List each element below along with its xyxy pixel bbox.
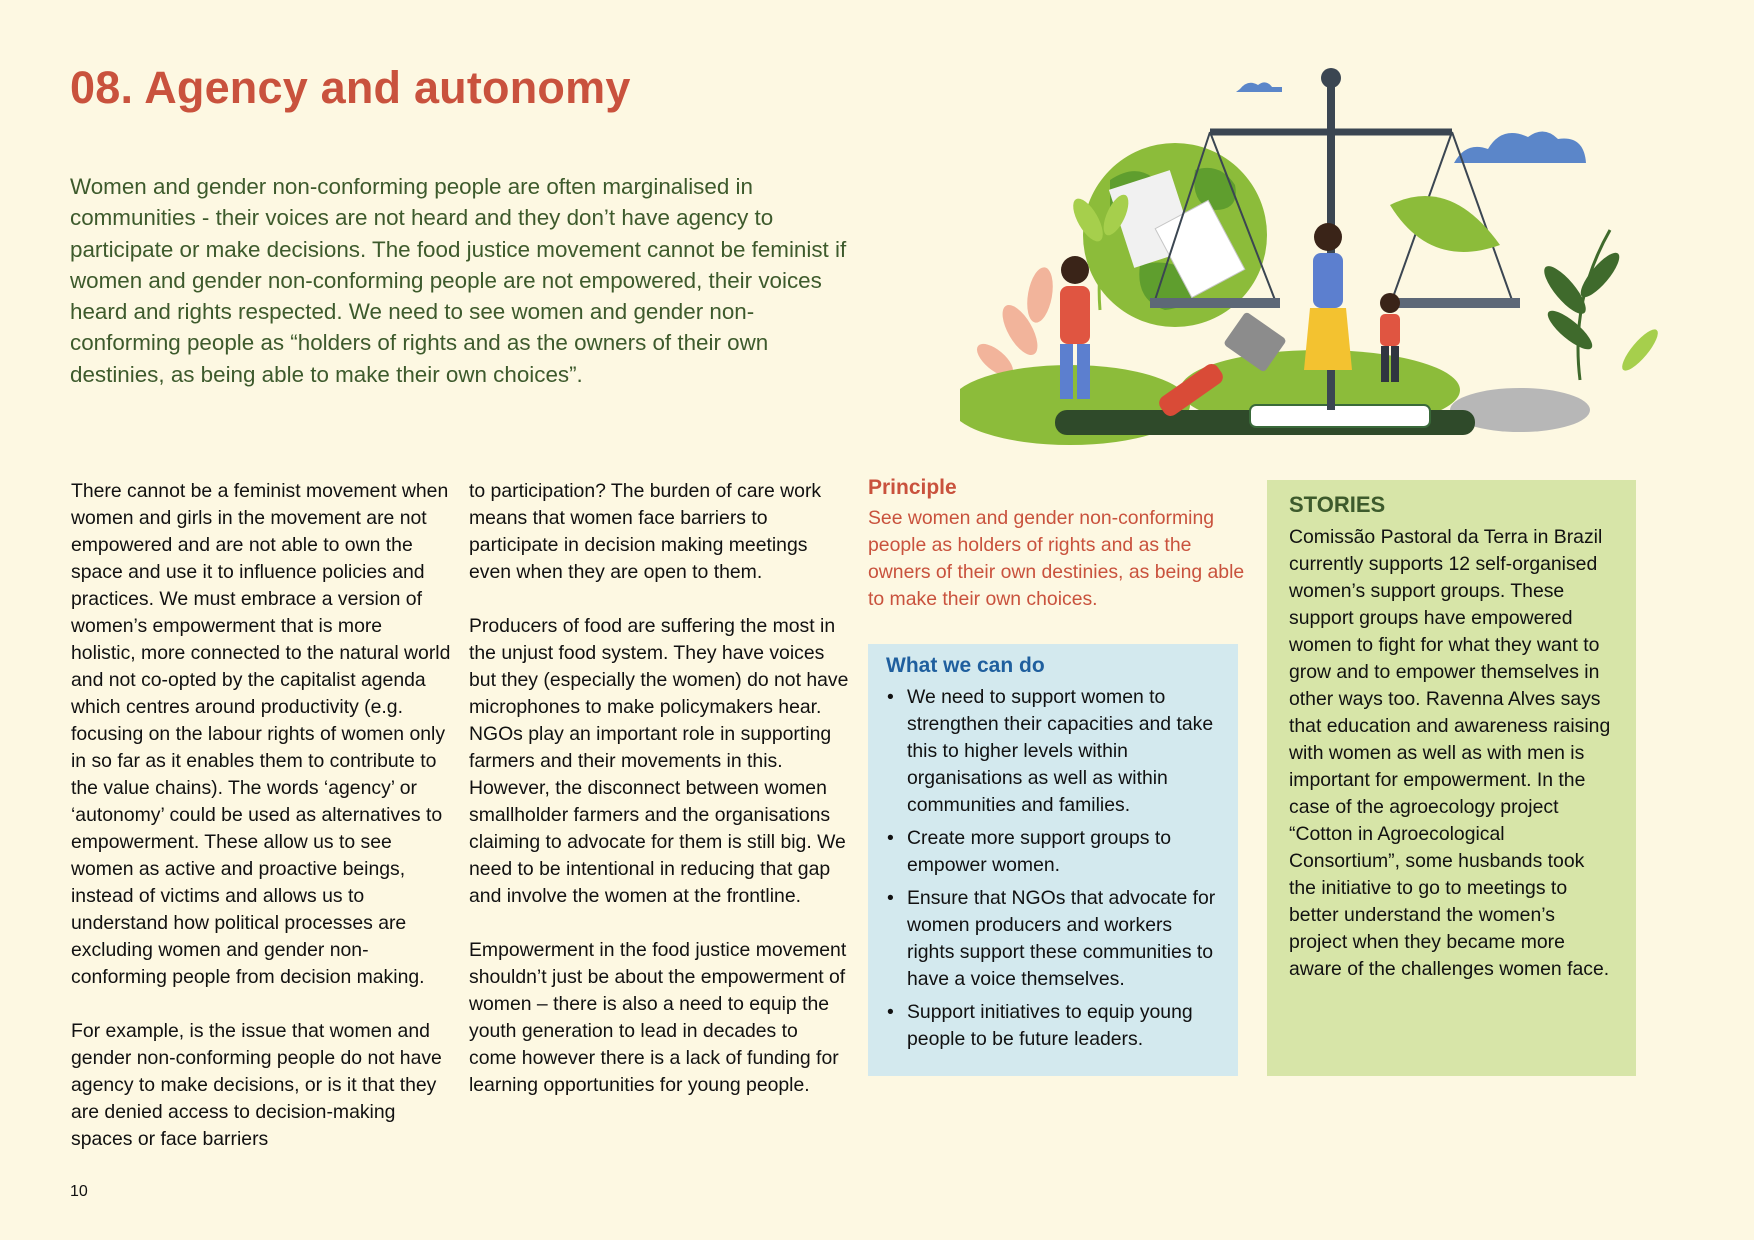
- bullet-icon: •: [887, 1001, 894, 1023]
- what-we-can-do-box: [868, 644, 1238, 1076]
- stories-box: [1267, 480, 1636, 1076]
- list-item: [886, 999, 1220, 1053]
- list-item: [886, 885, 1220, 993]
- justice-scales-illustration: [960, 60, 1660, 450]
- paragraph: Empowerment in the food justice movement shouldn’t just be about the empowerment of women – there is also a need to equip the youth generation to lead in decades to come however there is a lack of funding for learning opportunities for young people.: [469, 939, 847, 1096]
- page-number: 10: [70, 1183, 88, 1200]
- body-column-2: [469, 478, 849, 1126]
- paragraph: Producers of food are suffering the most in the unjust food system. They have voices but they (especially the women) do not have microphones to make policymakers hear. NGOs play an important role in supporting farmers and their movements in this. However, the disconnect between women smallholder farmers and the organisations claiming to advocate for them is still big. We need to be intentional in reducing that gap and involve the women at the frontline.: [469, 615, 849, 907]
- list-item-text: Ensure that NGOs that advocate for women producers and workers rights support these communities to have a voice themselves.: [907, 887, 1216, 990]
- stories-text: Comissão Pastoral da Terra in Brazil currently supports 12 self-organised women’s support groups. These support groups have empowered women to fight for what they want to grow and to empower themselves in other ways too. Ravenna Alves says that education and awareness raising with women as well as with men is important for empowerment. In the case of the agroecology project “Cotton in Agroecological Consortium”, some husbands took the initiative to go to meetings to better understand the women’s project when they became more aware of the challenges women face.: [1289, 526, 1611, 980]
- intro-paragraph: [70, 171, 850, 390]
- principle-section: [868, 476, 1248, 613]
- paragraph: For example, is the issue that women and gender non-conforming people do not have agency to make decisions, or is it that they are denied access to decision-making spaces or face barriers: [71, 1020, 442, 1150]
- stories-title: STORIES: [1289, 492, 1386, 517]
- list-item: [886, 684, 1220, 819]
- list-item-text: Create more support groups to empower women.: [907, 827, 1172, 876]
- action-list: [886, 684, 1220, 1053]
- paragraph: There cannot be a feminist movement when women and girls in the movement are not empowered and are not able to own the space and use it to influence policies and practices. We must embrace a version of women’s empowerment that is more holistic, more connected to the natural world and not co-opted by the capitalist agenda which centres around productivity (e.g. focusing on the labour rights of women only in so far as it enables them to contribute to the value chains). The words ‘agency’ or ‘autonomy’ could be used as alternatives to empowerment. These allow us to see women as active and proactive beings, instead of victims and allows us to understand how political processes are excluding women and gender non-conforming people from decision making.: [71, 480, 451, 988]
- paragraph: to participation? The burden of care work means that women face barriers to participate in decision making meetings even when they are open to them.: [469, 480, 822, 583]
- principle-title: Principle: [868, 476, 957, 499]
- intro-text: Women and gender non-conforming people are often marginalised in communities - their voices are not heard and they don’t have agency to participate or make decisions. The food justice movement cannot be feminist if women and gender non-conforming people are not empowered, their voices heard and rights respected. We need to see women and gender non-conforming people as “holders of rights and as the owners of their own destinies, as being able to make their own choices”.: [70, 174, 847, 387]
- list-item: [886, 825, 1220, 879]
- body-column-1: [71, 478, 451, 1180]
- cloud-icon: [1236, 82, 1282, 92]
- bullet-icon: •: [887, 887, 894, 909]
- bullet-icon: •: [887, 827, 894, 849]
- list-item-text: We need to support women to strengthen their capacities and take this to higher levels within organisations as well as within communities and families.: [907, 686, 1214, 816]
- what-we-can-do-title: What we can do: [886, 654, 1045, 677]
- cloud-icon: [1454, 131, 1586, 163]
- bullet-icon: •: [887, 686, 894, 708]
- page-title: 08. Agency and autonomy: [70, 62, 631, 113]
- principle-text: See women and gender non-conforming people as holders of rights and as the owners of their own destinies, as being able to make their own choices.: [868, 507, 1245, 610]
- list-item-text: Support initiatives to equip young people to be future leaders.: [907, 1001, 1193, 1050]
